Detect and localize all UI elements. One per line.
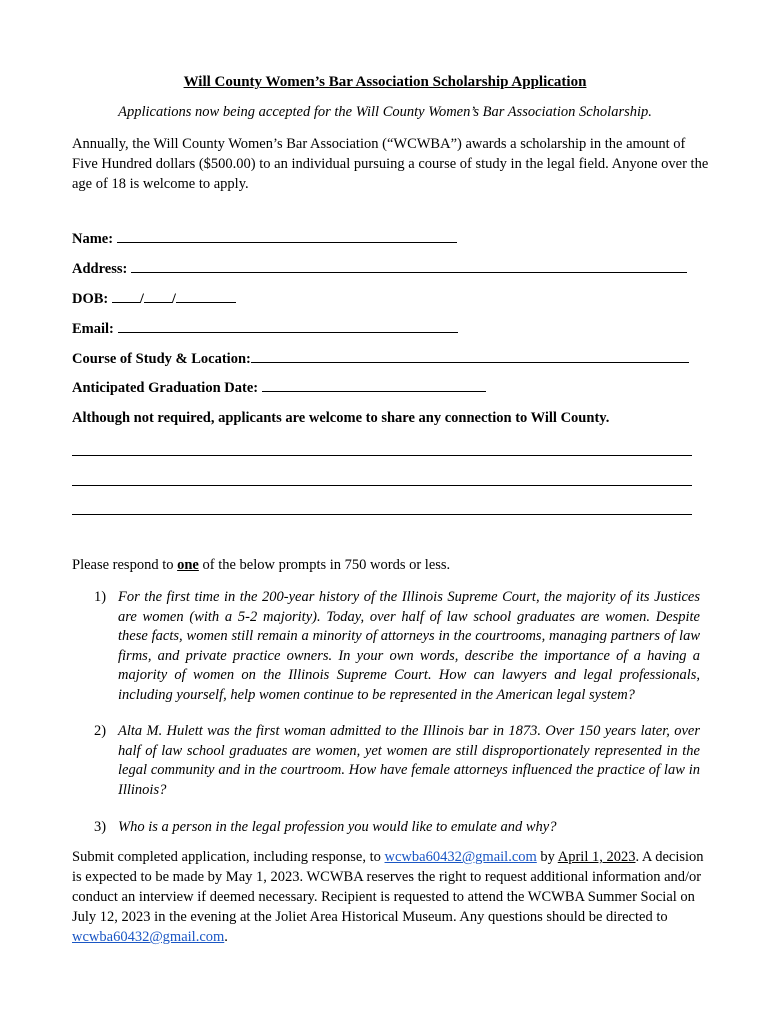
graduation-line[interactable]	[262, 390, 486, 392]
prompt-text: Who is a person in the legal profession you would like to emulate and why?	[118, 819, 557, 835]
deadline-date: April 1, 2023	[557, 849, 636, 865]
dob-day-line[interactable]	[144, 301, 172, 303]
intro-paragraph: Annually, the Will County Women’s Bar Association (“WCWBA”) awards a scholarship in the amount of Five Hundred dollars ($500.00) to an individual pursuing a course of study in the legal field. Anyone over the age of 18 is welcome to apply.	[72, 136, 709, 192]
prompt-item	[94, 722, 700, 800]
prompt-text: For the first time in the 200-year history of the Illinois Supreme Court, the majority of its Justices are women (with a 5-2 majority). Today, over half of law school graduates are women. Despite these facts, women still remain a minority of attorneys in the courtrooms, managing partners of law firms, and private practice owners. In your own words, describe the importance of a having a majority of women on the Illinois Supreme Court. How can lawyers and legal professionals, including yourself, help women continue to be represented in the American legal system?	[118, 589, 700, 703]
course-label: Course of Study & Location:	[72, 351, 251, 367]
dob-label: DOB:	[72, 291, 109, 307]
name-field[interactable]	[72, 231, 457, 248]
dob-separator: /	[171, 291, 176, 307]
email-field[interactable]	[72, 321, 458, 338]
prompt-text: Alta M. Hulett was the first woman admitted to the Illinois bar in 1873. Over 150 years later, over half of law school graduates are women, yet women are still disproportionately represented in the legal community and in the courtroom. How have female attorneys influenced the practice of law in Illinois?	[118, 723, 700, 798]
prompt-number: 2)	[94, 723, 107, 739]
name-line[interactable]	[117, 241, 457, 243]
address-field[interactable]	[72, 261, 687, 278]
course-field[interactable]	[72, 351, 689, 368]
email-label: Email:	[72, 321, 114, 337]
submission-text: .	[224, 929, 228, 945]
document-title: Will County Women’s Bar Association Scholarship Application	[183, 74, 587, 90]
prompt-item	[94, 588, 700, 705]
address-label: Address:	[72, 261, 128, 277]
dob-year-line[interactable]	[176, 301, 236, 303]
connection-line[interactable]	[72, 514, 692, 515]
email-line[interactable]	[118, 331, 458, 333]
prompt-instructions-text: of the below prompts in 750 words or less.	[198, 557, 451, 573]
connection-line[interactable]	[72, 455, 692, 456]
name-label: Name:	[72, 231, 114, 247]
prompt-item	[94, 818, 700, 838]
course-line[interactable]	[251, 361, 689, 363]
prompt-instructions-emphasis: one	[177, 557, 199, 573]
prompt-number: 3)	[94, 819, 107, 835]
connection-line[interactable]	[72, 485, 692, 486]
contact-email-link[interactable]: wcwba60432@gmail.com	[72, 929, 225, 945]
prompt-instructions-text: Please respond to	[72, 557, 178, 573]
dob-field[interactable]	[72, 291, 236, 308]
submission-text: Submit completed application, including response, to	[72, 849, 385, 865]
graduation-field[interactable]	[72, 380, 486, 397]
contact-email-link[interactable]: wcwba60432@gmail.com	[384, 849, 537, 865]
address-line[interactable]	[131, 271, 687, 273]
submission-text: by	[536, 849, 558, 865]
submission-paragraph	[72, 847, 712, 947]
submission-text: . A decision is expected to be made by May 1, 2023. WCWBA reserves the right to request additional information and/or conduct an interview if deemed necessary. Recipient is requested to attend the WCWBA Summer Social on July 12, 2023 in the evening at the Joliet Area Historical Museum. Any questions should be directed to	[72, 849, 704, 925]
document-subtitle: Applications now being accepted for the Will County Women’s Bar Association Scholarship.	[118, 104, 652, 120]
connection-prompt: Although not required, applicants are welcome to share any connection to Will County.	[72, 410, 610, 426]
dob-separator: /	[139, 291, 144, 307]
prompt-instructions	[72, 557, 450, 574]
graduation-label: Anticipated Graduation Date:	[72, 380, 259, 396]
prompt-number: 1)	[94, 589, 107, 605]
dob-month-line[interactable]	[112, 301, 140, 303]
